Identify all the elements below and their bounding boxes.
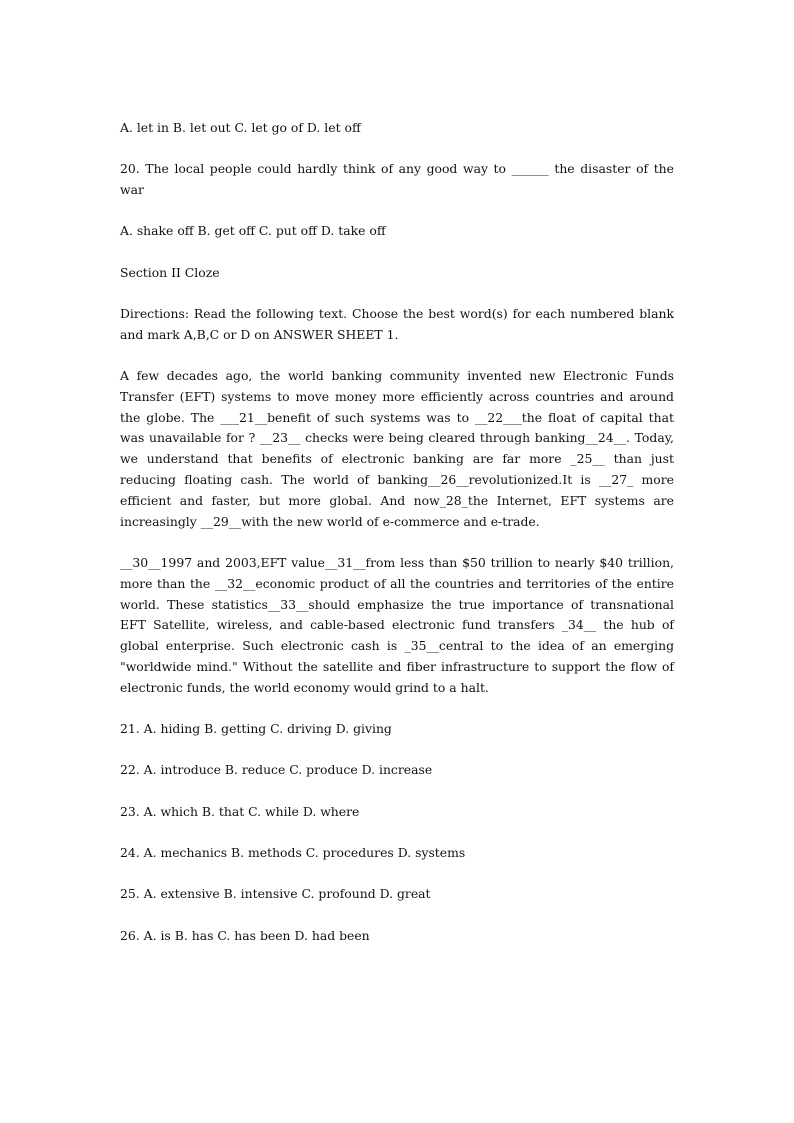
q25-options: 25. A. extensive B. intensive C. profound D. great [120, 886, 431, 902]
q20-options: A. shake off B. get off C. put off D. take off [120, 223, 386, 239]
cloze-passage-1: A few decades ago, the world banking community invented new Electronic Funds Transfer (EFT) systems to move money more efficiently across countries and around the globe. The ___21__benefit of such systems was to __22___the float of capital that was unavailable for ? __23__ checks were being cleared through banking__24__. Today, we understand that benefits of electronic banking are far more _25__ than just reducing floating cash. The world of banking__26__revolutionized.It is __27_ more efficient and faster, but more global. And now_28_the Internet, EFT systems are increasingly __29__with the new world of e-commerce and e-trade. [120, 368, 674, 529]
q19-options: A. let in B. let out C. let go of D. let off [120, 120, 361, 135]
document-page [120, 118, 674, 967]
q21-options: 21. A. hiding B. getting C. driving D. giving [120, 721, 392, 737]
q22-options: 22. A. introduce B. reduce C. produce D. increase [120, 762, 433, 778]
section-heading: Section II Cloze [120, 264, 220, 280]
q20-question: 20. The local people could hardly think of any good way to ______ the disaster of the war [120, 161, 674, 198]
q26-options: 26. A. is B. has C. has been D. had been [120, 927, 370, 943]
q23-options: 23. A. which B. that C. while D. where [120, 803, 360, 819]
cloze-passage-2: __30__1997 and 2003,EFT value__31__from less than $50 trillion to nearly $40 trillion, more than the __32__economic product of all the countries and territories of the entire world. These statistics__33__should emphasize the true importance of transnational EFT Satellite, wireless, and cable-based electronic fund transfers _34__ the hub of global enterprise. Such electronic cash is _35__central to the idea of an emerging "worldwide mind." Without the satellite and fiber infrastructure to support the flow of electronic funds, the world economy would grind to a halt. [120, 554, 674, 695]
q24-options: 24. A. mechanics B. methods C. procedures D. systems [120, 844, 466, 860]
directions: Directions: Read the following text. Choose the best word(s) for each numbered blank and mark A,B,C or D on ANSWER SHEET 1. [120, 305, 674, 342]
